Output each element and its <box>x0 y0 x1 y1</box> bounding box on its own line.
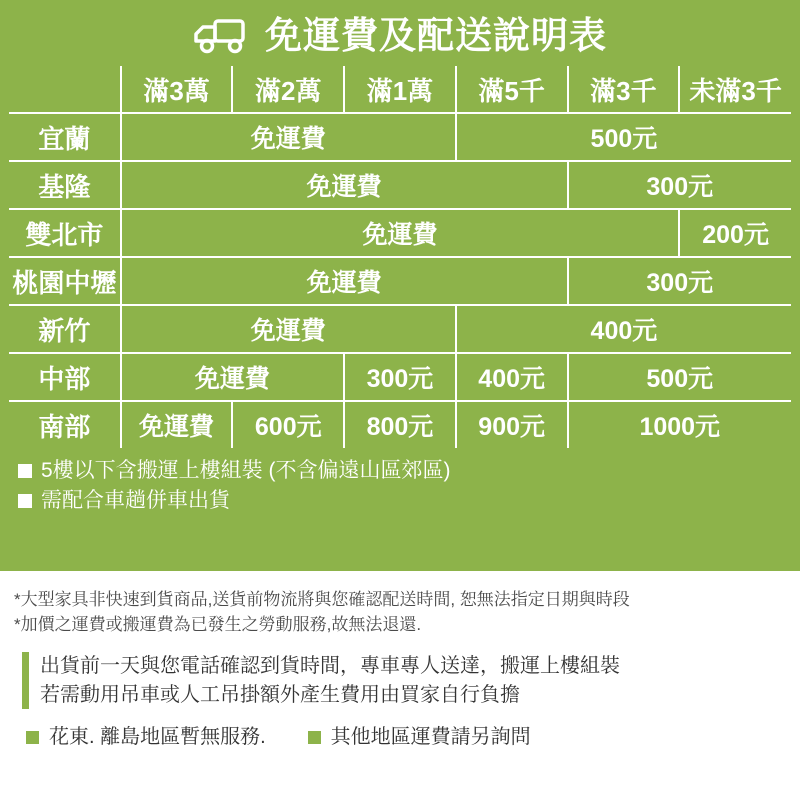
callout-line: 出貨前一天與您電話確認到貨時間，專車專人送達，搬運上樓組裝 <box>40 655 620 678</box>
table-cell: 免運費 <box>121 353 344 401</box>
table-row-header: 基隆 <box>9 161 121 209</box>
table-row-header: 南部 <box>9 401 121 448</box>
table-column-header: 未滿3千 <box>679 66 791 113</box>
table-column-header: 滿1萬 <box>344 66 456 113</box>
truck-icon <box>193 15 255 55</box>
table-cell: 1000元 <box>568 401 791 448</box>
bullet-text: 需配合車趟併車出貨 <box>41 489 230 512</box>
table-cell: 900元 <box>456 401 568 448</box>
table-row-header: 新竹 <box>9 305 121 353</box>
table-cell: 免運費 <box>121 209 680 257</box>
table-cell: 300元 <box>568 257 791 305</box>
table-row-header: 宜蘭 <box>9 113 121 161</box>
callout-line: 若需動用吊車或人工吊掛額外產生費用由買家自行負擔 <box>40 683 520 706</box>
table-row-header: 中部 <box>9 353 121 401</box>
table-column-header: 滿5千 <box>456 66 568 113</box>
table-cell: 300元 <box>568 161 791 209</box>
table-column-header: 滿2萬 <box>232 66 344 113</box>
table-cell: 免運費 <box>121 401 233 448</box>
table-column-header: 滿3萬 <box>121 66 233 113</box>
square-bullet-icon <box>18 464 32 478</box>
table-row <box>9 401 791 448</box>
note-line: *加價之運費或搬運費為已發生之勞動服務,故無法退還. <box>14 614 422 634</box>
table-cell: 300元 <box>344 353 456 401</box>
table-row <box>9 353 791 401</box>
table-cell: 400元 <box>456 353 568 401</box>
table-cell: 500元 <box>568 353 791 401</box>
table-cell: 200元 <box>679 209 791 257</box>
square-bullet-icon <box>18 494 32 508</box>
callout-block <box>14 652 786 709</box>
table-cell: 600元 <box>232 401 344 448</box>
table-row <box>9 161 791 209</box>
table-header <box>9 66 791 113</box>
bullet-text: 5樓以下含搬運上樓組裝 (不含偏遠山區郊區) <box>41 459 451 482</box>
table-cell: 免運費 <box>121 161 568 209</box>
table-cell: 400元 <box>456 305 791 353</box>
square-bullet-icon <box>26 731 39 744</box>
footer-right-text: 其他地區運費請另詢問 <box>330 726 531 749</box>
table-row <box>9 209 791 257</box>
square-bullet-icon <box>308 731 321 744</box>
page-title: 免運費及配送說明表 <box>265 14 607 56</box>
table-cell: 500元 <box>456 113 791 161</box>
list-item <box>18 490 800 511</box>
footer-left-text: 花東. 離島地區暫無服務. <box>49 726 266 749</box>
table-row <box>9 257 791 305</box>
table-cell: 免運費 <box>121 257 568 305</box>
note-line: *大型家具非快速到貨商品,送貨前物流將與您確認配送時間, 恕無法指定日期與時段 <box>14 590 630 609</box>
notes-section <box>0 571 800 800</box>
list-item <box>18 460 800 481</box>
table-body <box>9 113 791 448</box>
callout-accent-bar <box>22 652 29 709</box>
table-cell: 800元 <box>344 401 456 448</box>
table-header-row <box>9 66 791 113</box>
table-corner-cell <box>9 66 121 113</box>
table-row-header: 桃園中壢 <box>9 257 121 305</box>
footer-row <box>14 727 786 747</box>
shipping-fee-table <box>9 66 791 448</box>
table-column-header: 滿3千 <box>568 66 680 113</box>
table-cell: 免運費 <box>121 113 456 161</box>
bullet-list <box>0 448 800 511</box>
table-row-header: 雙北市 <box>9 209 121 257</box>
page-title-bar <box>0 0 800 66</box>
table-cell: 免運費 <box>121 305 456 353</box>
table-row <box>9 305 791 353</box>
callout-text-group <box>40 652 620 709</box>
table-row <box>9 113 791 161</box>
